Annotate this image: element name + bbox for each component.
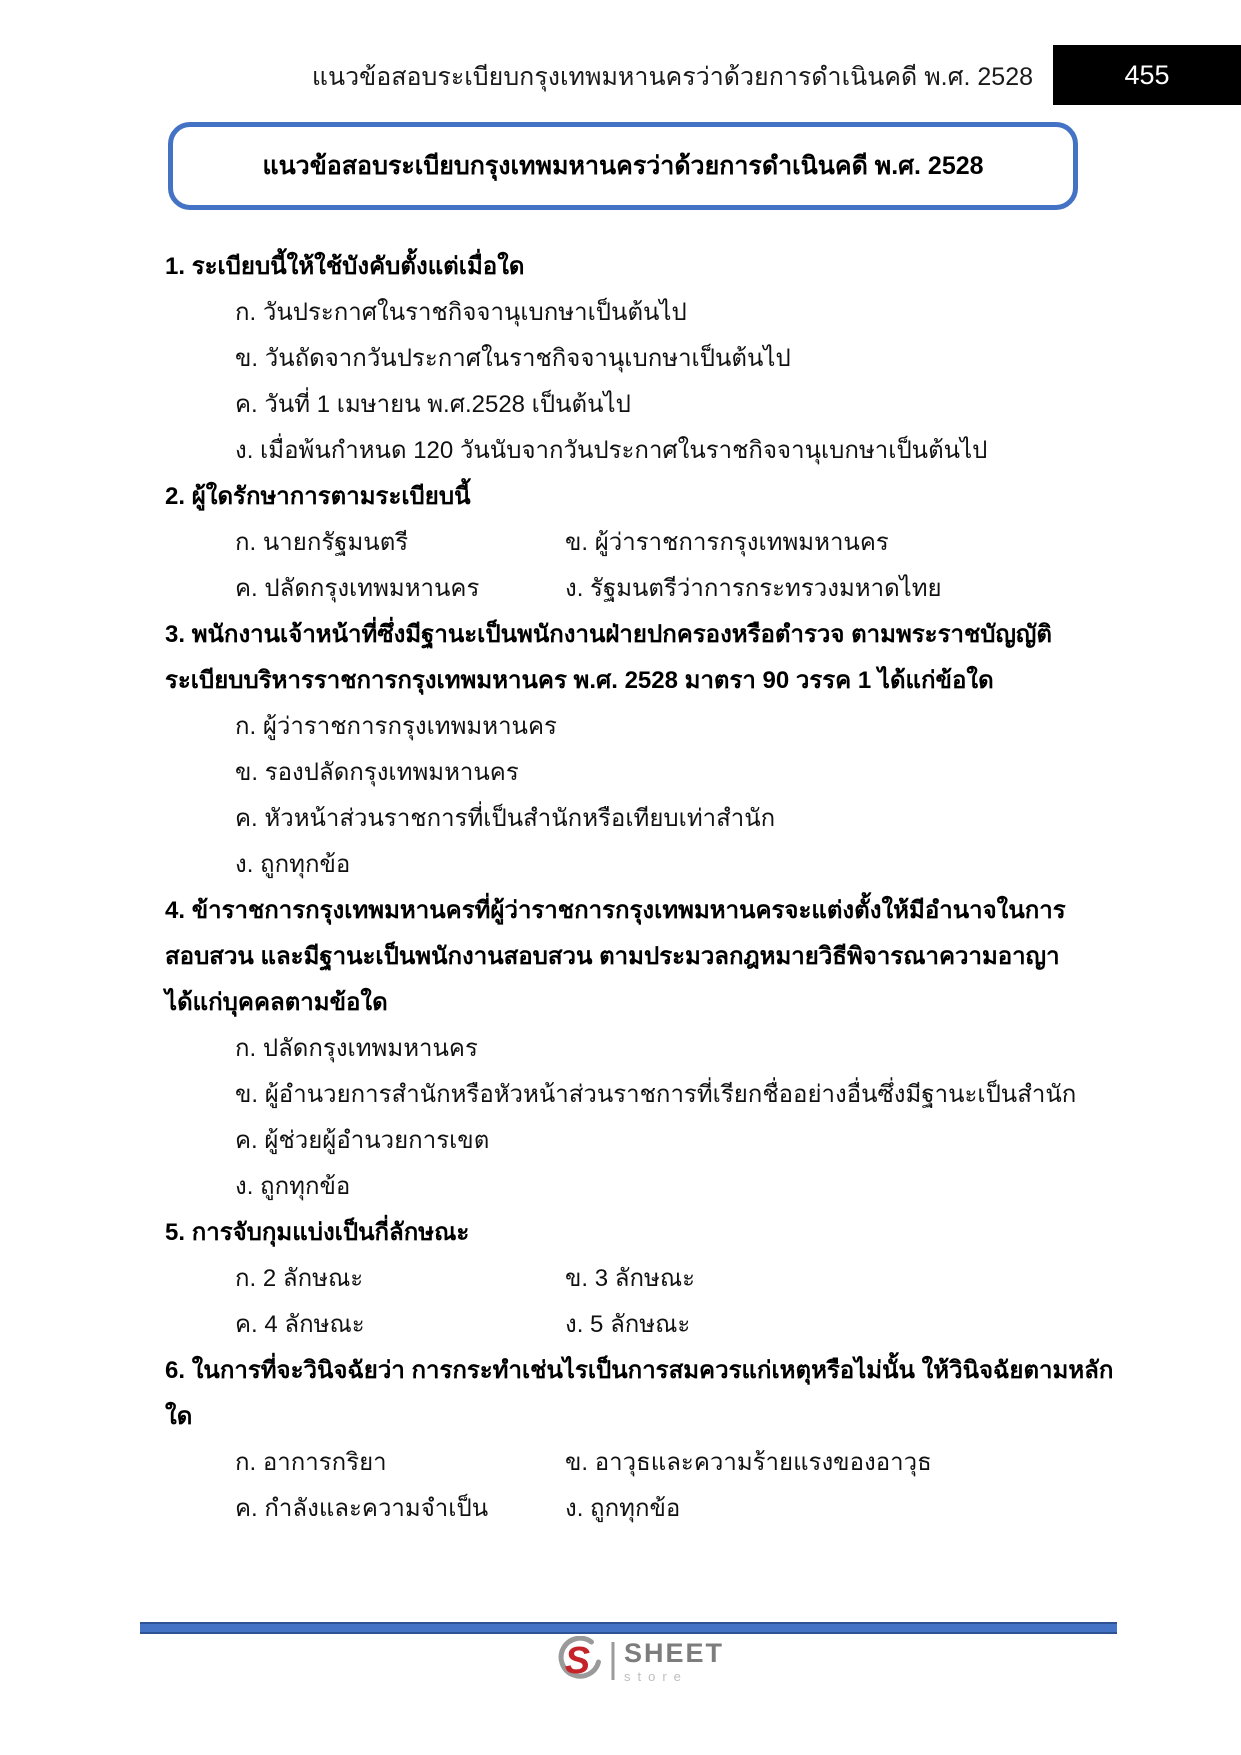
option-d: ง. รัฐมนตรีว่าการกระทรวงมหาดไทย (565, 575, 942, 602)
logo-text-sheet: SHEET (623, 1637, 725, 1668)
option-d: ง. เมื่อพ้นกำหนด 120 วันนับจากวันประกาศในราชกิจจานุเบกษาเป็นต้นไป (235, 437, 988, 464)
question-5-text (165, 1210, 1115, 1256)
question-text: ในการที่จะวินิจฉัยว่า การกระทำเช่นไรเป็นการสมควรแก่เหตุหรือไม่นั้น ให้วินิจฉัยตามหลักใด (165, 1357, 1114, 1430)
option-c: ค. ผู้ช่วยผู้อำนวยการเขต (235, 1127, 490, 1154)
question-6-text (165, 1348, 1115, 1440)
option-d: ง. ถูกทุกข้อ (235, 851, 351, 878)
question-2-text (165, 474, 1115, 520)
question-4-options (165, 1026, 1115, 1210)
question-number: 5. (165, 1219, 186, 1246)
question-list (165, 244, 1115, 1532)
exam-title: แนวข้อสอบระเบียบกรุงเทพมหานครว่าด้วยการดำเนินคดี พ.ศ. 2528 (262, 152, 984, 180)
page-number-badge (1053, 45, 1241, 105)
question-number: 1. (165, 253, 186, 280)
option-d: ง. 5 ลักษณะ (565, 1311, 691, 1338)
question-6 (165, 1348, 1115, 1532)
option-a: ก. นายกรัฐมนตรี (235, 529, 409, 556)
option-b: ข. ผู้อำนวยการสำนักหรือหัวหน้าส่วนราชการที่เรียกชื่ออย่างอื่นซึ่งมีฐานะเป็นสำนัก (235, 1081, 1077, 1108)
sheet-store-logo (553, 1636, 724, 1686)
option-a: ก. ปลัดกรุงเทพมหานคร (235, 1035, 478, 1062)
logo-words (623, 1637, 725, 1684)
option-c: ค. วันที่ 1 เมษายน พ.ศ.2528 เป็นต้นไป (235, 391, 631, 418)
question-2-options (165, 520, 1115, 612)
option-a: ก. วันประกาศในราชกิจจานุเบกษาเป็นต้นไป (235, 299, 687, 326)
question-1 (165, 244, 1115, 474)
option-c: ค. หัวหน้าส่วนราชการที่เป็นสำนักหรือเทียบเท่าสำนัก (235, 805, 776, 832)
question-5-options (165, 1256, 1115, 1348)
option-b: ข. รองปลัดกรุงเทพมหานคร (235, 759, 519, 786)
page-number: 455 (1124, 59, 1170, 90)
exam-title-box (168, 122, 1078, 210)
question-number: 3. (165, 621, 186, 648)
question-4-text (165, 888, 1115, 1026)
question-text: การจับกุมแบ่งเป็นกี่ลักษณะ (191, 1219, 470, 1246)
question-text: ข้าราชการกรุงเทพมหานครที่ผู้ว่าราชการกรุงเทพมหานครจะแต่งตั้งให้มีอำนาจในการสอบสวน และมีฐานะเป็นพนักงานสอบสวน ตามประมวลกฎหมายวิธีพิจารณาความอาญา ได้แก่บุคคลตามข้อใด (165, 897, 1066, 1016)
question-text: ระเบียบนี้ให้ใช้บังคับตั้งแต่เมื่อใด (191, 253, 525, 280)
question-text: ผู้ใดรักษาการตามระเบียบนี้ (191, 483, 471, 510)
question-3-text (165, 612, 1115, 704)
option-c: ค. กำลังและความจำเป็น (235, 1495, 489, 1522)
question-3-options (165, 704, 1115, 888)
question-4 (165, 888, 1115, 1210)
option-c: ค. 4 ลักษณะ (235, 1311, 365, 1338)
page-header-title: แนวข้อสอบระเบียบกรุงเทพมหานครว่าด้วยการดำเนินคดี พ.ศ. 2528 (311, 63, 1033, 91)
question-5 (165, 1210, 1115, 1348)
question-1-text (165, 244, 1115, 290)
footer-divider (140, 1622, 1117, 1634)
option-a: ก. อาการกริยา (235, 1449, 387, 1476)
svg-text:S: S (564, 1640, 590, 1682)
question-number: 2. (165, 483, 186, 510)
option-c: ค. ปลัดกรุงเทพมหานคร (235, 575, 480, 602)
logo-text-store: store (623, 1668, 688, 1684)
option-d: ง. ถูกทุกข้อ (235, 1173, 351, 1200)
question-number: 6. (165, 1357, 186, 1384)
logo-s-icon (553, 1636, 601, 1686)
option-d: ง. ถูกทุกข้อ (565, 1495, 681, 1522)
question-2 (165, 474, 1115, 612)
option-b: ข. วันถัดจากวันประกาศในราชกิจจานุเบกษาเป็นต้นไป (235, 345, 791, 372)
option-a: ก. 2 ลักษณะ (235, 1265, 364, 1292)
option-b: ข. อาวุธและความร้ายแรงของอาวุธ (565, 1449, 932, 1476)
option-b: ข. 3 ลักษณะ (565, 1265, 695, 1292)
option-b: ข. ผู้ว่าราชการกรุงเทพมหานคร (565, 529, 889, 556)
question-1-options (165, 290, 1115, 474)
option-a: ก. ผู้ว่าราชการกรุงเทพมหานคร (235, 713, 557, 740)
question-number: 4. (165, 897, 186, 924)
question-6-options (165, 1440, 1115, 1532)
logo-divider (611, 1642, 614, 1680)
question-3 (165, 612, 1115, 888)
question-text: พนักงานเจ้าหน้าที่ซึ่งมีฐานะเป็นพนักงานฝ่ายปกครองหรือตำรวจ ตามพระราชบัญญัติระเบียบบริหารราชการกรุงเทพมหานคร พ.ศ. 2528 มาตรา 90 วรรค 1 ได้แก่ข้อใด (165, 621, 1052, 694)
